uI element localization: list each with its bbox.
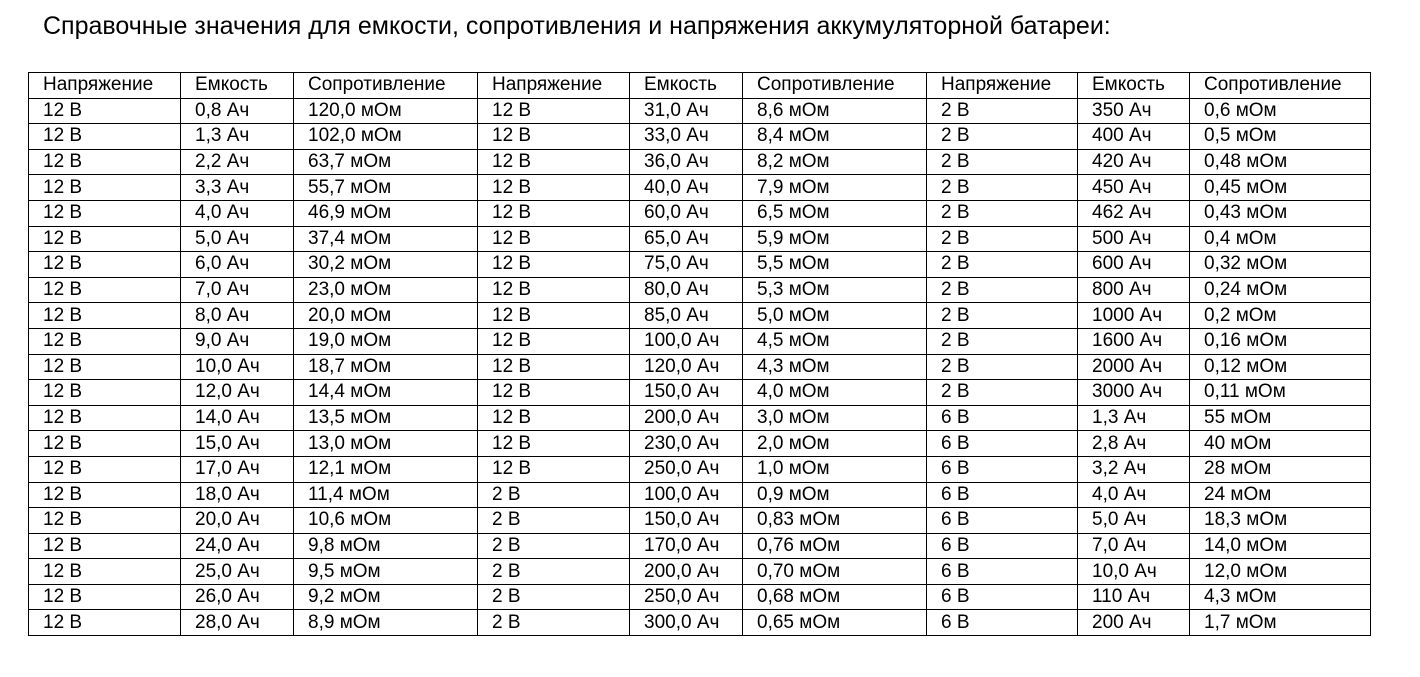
table-cell: 1000 Ач [1078,303,1190,329]
table-cell: 4,3 мОм [1190,584,1371,610]
table-cell: 0,6 мОм [1190,98,1371,124]
table-cell: 0,76 мОм [743,533,927,559]
table-cell: 10,6 мОм [294,508,478,534]
table-cell: 12 В [478,252,630,278]
table-cell: 28 мОм [1190,456,1371,482]
table-cell: 5,3 мОм [743,277,927,303]
table-cell: 5,9 мОм [743,226,927,252]
table-cell: 7,0 Ач [1078,533,1190,559]
table-cell: 28,0 Ач [181,610,294,636]
table-cell: 0,45 мОм [1190,175,1371,201]
reference-table [28,72,1371,636]
table-cell: 12 В [478,328,630,354]
table-cell: 40,0 Ач [630,175,743,201]
table-cell: 8,4 мОм [743,124,927,150]
table-cell: 2 В [478,508,630,534]
table-cell: 5,0 мОм [743,303,927,329]
table-row [29,98,1371,124]
table-cell: 102,0 мОм [294,124,478,150]
table-cell: 19,0 мОм [294,328,478,354]
column-header: Напряжение [927,73,1078,99]
table-cell: 13,5 мОм [294,405,478,431]
table-cell: 2 В [927,124,1078,150]
table-cell: 9,5 мОм [294,559,478,585]
table-cell: 75,0 Ач [630,252,743,278]
table-cell: 31,0 Ач [630,98,743,124]
table-cell: 12 В [29,303,181,329]
table-cell: 36,0 Ач [630,149,743,175]
table-cell: 20,0 Ач [181,508,294,534]
table-cell: 9,0 Ач [181,328,294,354]
table-cell: 23,0 мОм [294,277,478,303]
table-cell: 12 В [29,482,181,508]
table-cell: 170,0 Ач [630,533,743,559]
table-cell: 40 мОм [1190,431,1371,457]
table-cell: 3,3 Ач [181,175,294,201]
table-cell: 100,0 Ач [630,328,743,354]
table-cell: 2 В [927,354,1078,380]
table-cell: 2 В [478,482,630,508]
table-row [29,303,1371,329]
table-cell: 6 В [927,610,1078,636]
table-row [29,456,1371,482]
header-row [29,73,1371,99]
table-cell: 3,2 Ач [1078,456,1190,482]
table-cell: 200,0 Ач [630,405,743,431]
table-cell: 18,0 Ач [181,482,294,508]
table-cell: 600 Ач [1078,252,1190,278]
table-cell: 12 В [478,277,630,303]
table-cell: 0,32 мОм [1190,252,1371,278]
table-cell: 12 В [29,98,181,124]
table-cell: 0,70 мОм [743,559,927,585]
table-cell: 13,0 мОм [294,431,478,457]
table-cell: 60,0 Ач [630,200,743,226]
table-cell: 2 В [927,149,1078,175]
table-cell: 1,0 мОм [743,456,927,482]
table-row [29,508,1371,534]
table-cell: 2,0 мОм [743,431,927,457]
table-cell: 25,0 Ач [181,559,294,585]
table-cell: 2 В [927,277,1078,303]
table-cell: 5,0 Ач [181,226,294,252]
table-cell: 12 В [29,200,181,226]
table-cell: 18,3 мОм [1190,508,1371,534]
table-row [29,405,1371,431]
table-cell: 14,0 Ач [181,405,294,431]
table-cell: 6 В [927,533,1078,559]
table-cell: 8,6 мОм [743,98,927,124]
table-cell: 9,2 мОм [294,584,478,610]
table-cell: 63,7 мОм [294,149,478,175]
table-cell: 12 В [478,354,630,380]
table-cell: 55 мОм [1190,405,1371,431]
table-cell: 10,0 Ач [1078,559,1190,585]
table-cell: 12 В [478,303,630,329]
table-cell: 110 Ач [1078,584,1190,610]
table-cell: 2000 Ач [1078,354,1190,380]
table-cell: 6 В [927,584,1078,610]
table-cell: 0,43 мОм [1190,200,1371,226]
table-cell: 80,0 Ач [630,277,743,303]
table-row [29,584,1371,610]
table-cell: 18,7 мОм [294,354,478,380]
table-cell: 2 В [478,559,630,585]
table-cell: 46,9 мОм [294,200,478,226]
column-header: Напряжение [478,73,630,99]
table-cell: 14,4 мОм [294,380,478,406]
table-row [29,354,1371,380]
table-cell: 55,7 мОм [294,175,478,201]
table-cell: 12 В [478,226,630,252]
table-cell: 6,5 мОм [743,200,927,226]
table-cell: 2 В [927,328,1078,354]
table-cell: 4,0 Ач [1078,482,1190,508]
table-cell: 12 В [29,405,181,431]
table-cell: 3,0 мОм [743,405,927,431]
table-cell: 8,0 Ач [181,303,294,329]
table-cell: 2 В [927,175,1078,201]
table-row [29,124,1371,150]
table-cell: 150,0 Ач [630,380,743,406]
table-cell: 0,12 мОм [1190,354,1371,380]
table-cell: 12 В [478,380,630,406]
table-cell: 4,0 Ач [181,200,294,226]
table-cell: 30,2 мОм [294,252,478,278]
table-cell: 0,48 мОм [1190,149,1371,175]
table-cell: 17,0 Ач [181,456,294,482]
table-cell: 500 Ач [1078,226,1190,252]
table-cell: 8,9 мОм [294,610,478,636]
table-cell: 12 В [29,380,181,406]
table-cell: 350 Ач [1078,98,1190,124]
column-header: Сопротивление [743,73,927,99]
table-cell: 12 В [29,456,181,482]
table-cell: 12 В [29,584,181,610]
table-row [29,533,1371,559]
table-cell: 250,0 Ач [630,584,743,610]
table-cell: 12 В [29,277,181,303]
table-row [29,328,1371,354]
table-row [29,610,1371,636]
table-cell: 12 В [29,533,181,559]
table-cell: 33,0 Ач [630,124,743,150]
table-cell: 65,0 Ач [630,226,743,252]
table-cell: 0,5 мОм [1190,124,1371,150]
table-cell: 2,2 Ач [181,149,294,175]
table-body [29,98,1371,635]
table-cell: 200 Ач [1078,610,1190,636]
table-cell: 6,0 Ач [181,252,294,278]
table-cell: 120,0 мОм [294,98,478,124]
table-row [29,226,1371,252]
table-cell: 400 Ач [1078,124,1190,150]
table-cell: 12 В [478,149,630,175]
table-cell: 1,7 мОм [1190,610,1371,636]
table-row [29,431,1371,457]
table-cell: 2,8 Ач [1078,431,1190,457]
table-cell: 2 В [927,380,1078,406]
table-cell: 1,3 Ач [1078,405,1190,431]
table-cell: 3000 Ач [1078,380,1190,406]
table-cell: 4,0 мОм [743,380,927,406]
table-cell: 0,4 мОм [1190,226,1371,252]
table-cell: 420 Ач [1078,149,1190,175]
table-cell: 14,0 мОм [1190,533,1371,559]
table-cell: 250,0 Ач [630,456,743,482]
table-cell: 15,0 Ач [181,431,294,457]
table-cell: 1,3 Ач [181,124,294,150]
table-row [29,277,1371,303]
table-cell: 12 В [29,328,181,354]
table-cell: 12 В [478,200,630,226]
table-cell: 0,68 мОм [743,584,927,610]
table-cell: 7,9 мОм [743,175,927,201]
table-cell: 100,0 Ач [630,482,743,508]
table-cell: 2 В [927,226,1078,252]
table-cell: 120,0 Ач [630,354,743,380]
table-cell: 5,5 мОм [743,252,927,278]
table-header [29,73,1371,99]
table-cell: 0,9 мОм [743,482,927,508]
table-cell: 150,0 Ач [630,508,743,534]
column-header: Емкость [181,73,294,99]
table-cell: 37,4 мОм [294,226,478,252]
table-cell: 6 В [927,559,1078,585]
table-row [29,200,1371,226]
table-row [29,175,1371,201]
table-cell: 10,0 Ач [181,354,294,380]
table-cell: 4,3 мОм [743,354,927,380]
table-cell: 300,0 Ач [630,610,743,636]
column-header: Сопротивление [294,73,478,99]
table-row [29,559,1371,585]
table-cell: 12 В [29,431,181,457]
table-cell: 12 В [478,456,630,482]
table-cell: 12 В [29,610,181,636]
table-cell: 462 Ач [1078,200,1190,226]
page-title: Справочные значения для емкости, сопротивления и напряжения аккумуляторной батареи: [43,12,1111,40]
table-cell: 4,5 мОм [743,328,927,354]
table-cell: 2 В [478,584,630,610]
table-cell: 12 В [29,508,181,534]
table-cell: 0,83 мОм [743,508,927,534]
table-cell: 12 В [478,98,630,124]
table-cell: 2 В [927,252,1078,278]
table-cell: 12 В [29,175,181,201]
table-cell: 12 В [478,431,630,457]
table-cell: 0,11 мОм [1190,380,1371,406]
table-cell: 12 В [478,175,630,201]
table-row [29,252,1371,278]
table-cell: 5,0 Ач [1078,508,1190,534]
table-cell: 24,0 Ач [181,533,294,559]
table-cell: 0,16 мОм [1190,328,1371,354]
table-cell: 12 В [29,149,181,175]
table-cell: 12 В [29,226,181,252]
table-cell: 2 В [927,200,1078,226]
table-cell: 12,0 Ач [181,380,294,406]
table-cell: 8,2 мОм [743,149,927,175]
column-header: Емкость [1078,73,1190,99]
column-header: Емкость [630,73,743,99]
table-cell: 1600 Ач [1078,328,1190,354]
table-cell: 2 В [927,303,1078,329]
table-cell: 12 В [29,124,181,150]
table-cell: 6 В [927,405,1078,431]
table-cell: 0,65 мОм [743,610,927,636]
table-row [29,482,1371,508]
column-header: Напряжение [29,73,181,99]
table-cell: 0,8 Ач [181,98,294,124]
table-cell: 800 Ач [1078,277,1190,303]
table-row [29,380,1371,406]
table-cell: 6 В [927,508,1078,534]
table-cell: 6 В [927,482,1078,508]
table-cell: 12 В [29,252,181,278]
table-cell: 200,0 Ач [630,559,743,585]
table-cell: 9,8 мОм [294,533,478,559]
table-cell: 12 В [478,405,630,431]
table-cell: 2 В [478,533,630,559]
table-cell: 2 В [478,610,630,636]
table-cell: 12,0 мОм [1190,559,1371,585]
table-cell: 12 В [29,354,181,380]
table-cell: 12,1 мОм [294,456,478,482]
table-cell: 0,24 мОм [1190,277,1371,303]
table-cell: 12 В [29,559,181,585]
table-cell: 24 мОм [1190,482,1371,508]
table-cell: 230,0 Ач [630,431,743,457]
table-cell: 6 В [927,431,1078,457]
table-cell: 12 В [478,124,630,150]
table-cell: 26,0 Ач [181,584,294,610]
table-cell: 7,0 Ач [181,277,294,303]
table-row [29,149,1371,175]
table-cell: 0,2 мОм [1190,303,1371,329]
table-cell: 11,4 мОм [294,482,478,508]
table-cell: 2 В [927,98,1078,124]
table-cell: 6 В [927,456,1078,482]
table-cell: 450 Ач [1078,175,1190,201]
table-cell: 85,0 Ач [630,303,743,329]
table-cell: 20,0 мОм [294,303,478,329]
column-header: Сопротивление [1190,73,1371,99]
